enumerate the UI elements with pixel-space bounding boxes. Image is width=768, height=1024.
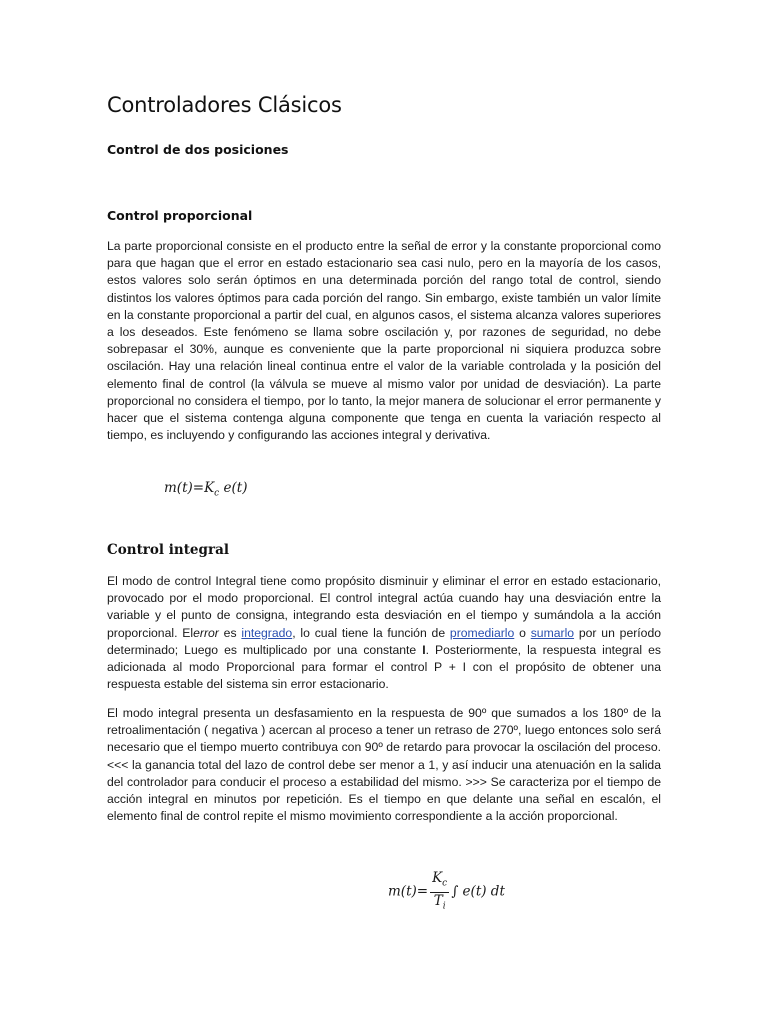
link-promediarlo[interactable]: promediarlo: [449, 625, 515, 640]
heading-control-dos-posiciones: Control de dos posiciones: [107, 142, 289, 157]
integral-sign: ∫: [451, 883, 459, 900]
heading-control-integral: Control integral: [107, 542, 229, 558]
formula-proporcional: $m(t)=K_c$ e(t): [164, 480, 248, 499]
formula-integral: m(t)= $\frac{K_c}{T_i}$ ∫ e(t) dt: [388, 870, 505, 914]
link-integrado[interactable]: integrado: [241, 625, 293, 640]
fraction-kc-ti: $\frac{K_c}{T_i}$: [432, 870, 448, 912]
paragraph-integral-1: El modo de control Integral tiene como propósito disminuir y eliminar el error en estado estacionario, provocado por el modo proporcional. El control integral actúa cuando hay una desviación entre la variable y el punto de consigna, integrando esta desviación en el tiempo y sumándola a la acción proporcional. Elerror es integrado, lo cual tiene la función de promediarlo o sumarlo por un período determinado; Luego es multiplicado por una constante I. Posteriormente, la respuesta integral es adicionada al modo Proporcional para formar el control P + I con el propósito de obtener una respuesta estable del sistema sin error estacionario.: [107, 574, 662, 692]
link-sumarlo[interactable]: sumarlo: [530, 625, 575, 640]
paragraph-proporcional: La parte proporcional consiste en el producto entre la señal de error y la constante proporcional como para que hagan que el error en estado estacionario sea casi nulo, pero en la mayoría de los casos, estos valores solo serán óptimos en una determinada porción del rango total de control, siendo distintos los valores óptimos para cada porción del rango. Sin embargo, existe también un valor límite en la constante proporcional a partir del cual, en algunos casos, el sistema alcanza valores superiores a los deseados. Este fenómeno se llama sobre oscilación y, por razones de seguridad, no debe sobrepasar el 30%, aunque es conveniente que la parte proporcional ni siquiera produzca sobre oscilación. Hay una relación lineal continua entre el valor de la variable controlada y la posición del elemento final de control (la válvula se mueve al mismo valor por unidad de desviación). La parte proporcional no considera el tiempo, por lo tanto, la mejor manera de solucionar el error permanente y hacer que el sistema contenga alguna componente que tenga en cuenta la variación respecto al tiempo, es incluyendo y configurando las acciones integral y derivativa.: [107, 239, 661, 443]
page-title: Controladores Clásicos: [107, 93, 342, 117]
heading-control-proporcional: Control proporcional: [107, 208, 253, 223]
paragraph-integral-2: El modo integral presenta un desfasamiento en la respuesta de 90º que sumados a los 180º de la retroalimentación ( negativa ) acercan al proceso a tener un retraso de 270º, luego entonces solo será necesario que el tiempo muerto contribuya con 90º de retardo para provocar la oscilación del proceso. <<< la ganancia total del lazo de control debe ser menor a 1, y así inducir una atenuación en la salida del controlador para conducir el proceso a estabilidad del mismo. >>> Se caracteriza por el tiempo de acción integral en minutos por repetición. Es el tiempo en que delante una señal en escalón, el elemento final de control repite el mismo movimiento correspondiente a la acción proporcional.: [107, 706, 661, 824]
